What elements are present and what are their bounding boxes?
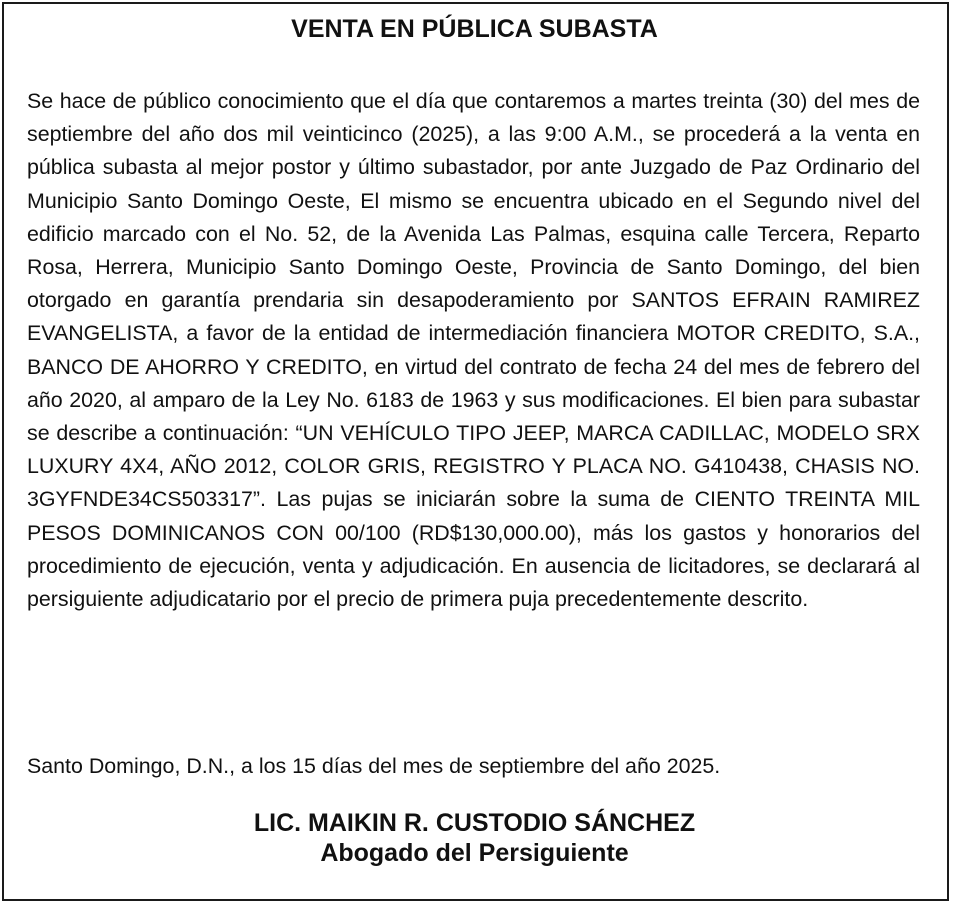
signer-role: Abogado del Persiguiente [320,839,629,867]
notice-closing-date: Santo Domingo, D.N., a los 15 días del mes de septiembre del año 2025. [27,754,721,778]
notice-body: Se hace de público conocimiento que el día que contaremos a martes treinta (30) del mes de septiembre del año dos mil veinticinco (2025), a las 9:00 A.M., se procederá a la venta en pública subasta al mejor postor y último subastador, por ante Juzgado de Paz Ordinario del Municipio Santo Domingo Oeste, El mismo se encuentra ubicado en el Segundo nivel del edificio marcado con el No. 52, de la Avenida Las Palmas, esquina calle Tercera, Reparto Rosa, Herrera, Municipio Santo Domingo Oeste, Provincia de Santo Domingo, del bien otorgado en garantía prendaria sin desapoderamiento por SANTOS EFRAIN RAMIREZ EVANGELISTA, a favor de la entidad de intermediación financiera MOTOR CREDITO, S.A., BANCO DE AHORRO Y CREDITO, en virtud del contrato de fecha 24 del mes de febrero del año 2020, al amparo de la Ley No. 6183 de 1963 y sus modificaciones. El bien para subastar se describe a continuación: “UN VEHÍCULO TIPO JEEP, MARCA CADILLAC, MODELO SRX LUXURY 4X4, AÑO 2012, COLOR GRIS, REGISTRO Y PLACA NO. G410438, CHASIS NO. 3GYFNDE34CS503317”. Las pujas se iniciarán sobre la suma de CIENTO TREINTA MIL PESOS DOMINICANOS CON 00/100 (RD$130,000.00), más los gastos y honorarios del procedimiento de ejecución, venta y adjudicación. En ausencia de licitadores, se declarará al persiguiente adjudicatario por el precio de primera puja precedentemente descrito. [27,89,920,612]
signer-name: LIC. MAIKIN R. CUSTODIO SÁNCHEZ [253,809,696,837]
notice-title: VENTA EN PÚBLICA SUBASTA [291,15,658,43]
